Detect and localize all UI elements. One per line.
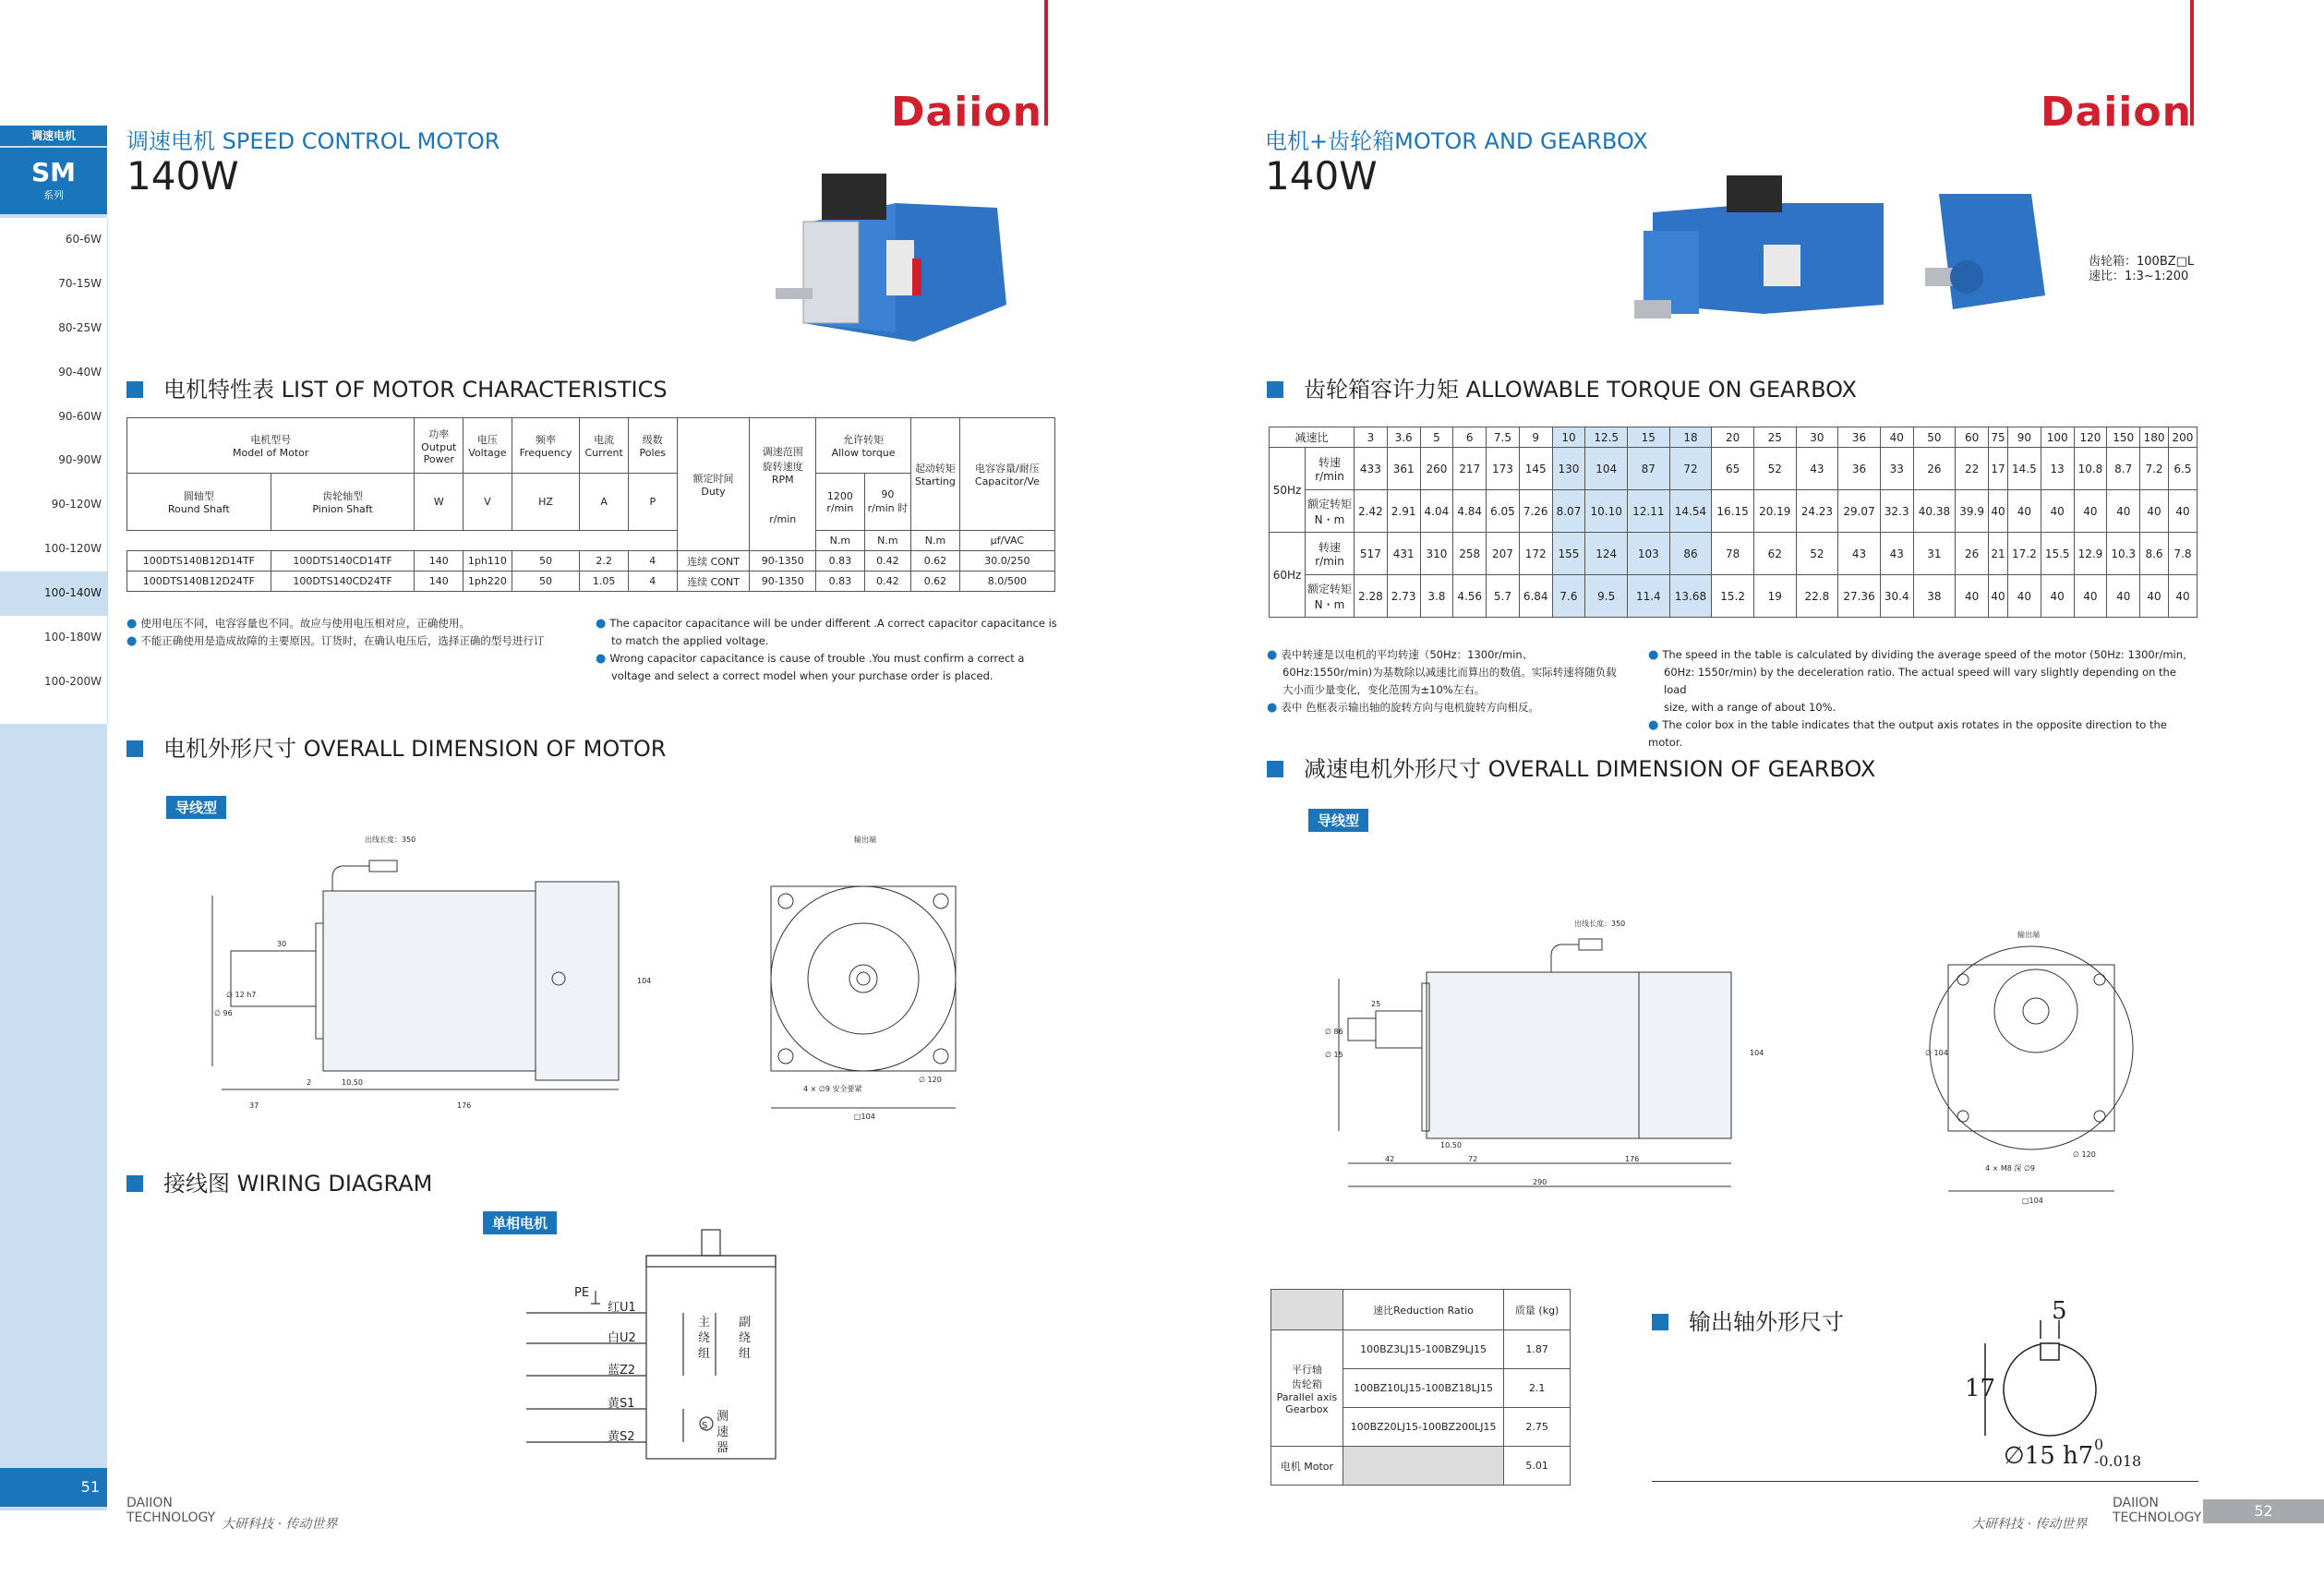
- header-capacitor: 电容容量/耐压 Capacitor/Ve: [959, 418, 1054, 531]
- dim-pcd: ∅ 120: [919, 1076, 942, 1084]
- right-notes-en: ● The speed in the table is calculated by dividing the average speed of the motor (50Hz: 1300r/min, 60Hz: 1550r/min) by the deceleration ratio. The actual speed will vary slightly depending on the load size, with a range of about 10%. ● The color box in the table indicates that the output axis rotates in the opposite direction to the motor.: [1648, 648, 2186, 749]
- left-notes-cn: ● 使用电压不同，电容容量也不同。故应与使用电压相对应，正确使用。 ● 不能正确使用是造成故障的主要原因。订货时，在确认电压后，选择正确的型号进行订: [126, 617, 545, 648]
- sidebar-item-100-120w[interactable]: 100-120W: [43, 542, 102, 556]
- motor-gearbox-photo: [1634, 166, 1893, 332]
- sidebar-item-80-25w[interactable]: 80-25W: [58, 320, 102, 334]
- torque-value-cell: 52: [1796, 533, 1838, 575]
- section-title: 减速电机外形尺寸 OVERALL DIMENSION OF GEARBOX: [1304, 756, 1876, 782]
- torque-value-cell: 40: [1989, 490, 2008, 533]
- torque-value-cell: 2.91: [1387, 490, 1420, 533]
- torque-hz-label: 50Hz: [1270, 448, 1306, 533]
- unit-nm-3: N.m: [911, 531, 960, 551]
- brand-logo-right: Daiion: [2041, 89, 2192, 136]
- torque-value-cell: 40: [1989, 575, 2008, 618]
- torque-value-cell: 155: [1552, 533, 1585, 575]
- tag-single-phase: 单相电机: [483, 1211, 557, 1234]
- footer-right-cn: 大研科技 · 传动世界: [1971, 1517, 2088, 1532]
- gdim-g: 10.50: [1440, 1141, 1462, 1149]
- sidebar-item-70-15w[interactable]: 70-15W: [58, 276, 102, 290]
- header-frequency: 频率 Frequency: [512, 418, 580, 474]
- torque-value-cell: 124: [1585, 533, 1628, 575]
- torque-value-cell: 52: [1753, 448, 1796, 490]
- torque-ratio-cell: 3.6: [1387, 427, 1420, 448]
- gdim-lead-length: 出线长度：350: [1574, 920, 1626, 928]
- torque-value-cell: 26: [1913, 448, 1956, 490]
- torque-value-cell: 38: [1913, 575, 1956, 618]
- header-1200: 1200 r/min: [816, 474, 865, 531]
- sidebar-item-90-90w[interactable]: 90-90W: [58, 453, 102, 467]
- torque-ratio-cell: 30: [1796, 427, 1838, 448]
- torque-value-cell: 6.84: [1519, 575, 1552, 618]
- mass-header-mass: 质量 (kg): [1504, 1290, 1571, 1330]
- header-current: 电流 Current: [580, 418, 629, 474]
- torque-ratio-cell: 200: [2168, 427, 2197, 448]
- torque-value-cell: 10.10: [1585, 490, 1628, 533]
- wiring-diagram: [517, 1219, 813, 1477]
- right-subtitle: 电机+齿轮箱MOTOR AND GEARBOX: [1265, 128, 1648, 154]
- mass-table: 速比Reduction Ratio 质量 (kg) 平行轴 齿轮箱 Parallel axis Gearbox 100BZ3LJ15-100BZ9LJ15 1.87 100BZ10LJ15-100BZ18LJ15 2.1 100BZ20LJ15-100BZ200LJ15 2.75 电机 Motor 5.01: [1270, 1289, 1571, 1486]
- right-notes-cn: ● 表中转速是以电机的平均转速（50Hz：1300r/min、 60Hz:1550r/min)为基数除以减速比而算出的数值。实际转速将随负载 大小而少量变化，变化范围为±10%左右。 ● 表中 色框表示输出轴的旋转方向与电机旋转方向相反。: [1267, 648, 1617, 715]
- header-pinion: 齿轮轴型 Pinion Shaft: [271, 474, 415, 531]
- right-title: 140W: [1265, 153, 1378, 198]
- wire-pe: PE: [574, 1286, 590, 1300]
- torque-hz-label: 60Hz: [1270, 533, 1306, 618]
- torque-value-cell: 103: [1628, 533, 1670, 575]
- gdim-d1: ∅ 86: [1325, 1028, 1343, 1036]
- torque-value-cell: 22: [1956, 448, 1989, 490]
- dim-shaft: 37: [249, 1101, 259, 1110]
- torque-ratio-cell: 40: [1880, 427, 1913, 448]
- dim-square: □104: [854, 1113, 875, 1121]
- torque-value-cell: 43: [1880, 533, 1913, 575]
- torque-value-cell: 40: [2074, 575, 2107, 618]
- dim-d2: ∅ 12 h7: [226, 991, 257, 999]
- unit-cap: μf/VAC: [959, 531, 1054, 551]
- tag-lead-type-right: 导线型: [1308, 809, 1368, 832]
- section-bullet: [126, 381, 143, 398]
- torque-value-cell: 3.8: [1420, 575, 1453, 618]
- gearbox-model-label: 齿轮箱：100BZ□L 速比：1:3~1:200: [2089, 255, 2195, 283]
- wire-u1: 红U1: [608, 1301, 636, 1315]
- shaft-key-width: 5: [2052, 1297, 2067, 1325]
- torque-ratio-cell: 20: [1712, 427, 1754, 448]
- torque-value-cell: 62: [1753, 533, 1796, 575]
- mass-header-ratio: 速比Reduction Ratio: [1343, 1290, 1503, 1330]
- torque-ratio-cell: 120: [2074, 427, 2107, 448]
- table-row: [1270, 490, 2198, 533]
- torque-value-cell: 13: [2041, 448, 2074, 490]
- torque-value-cell: 65: [1712, 448, 1754, 490]
- wire-s2: 黄S2: [608, 1430, 635, 1444]
- torque-value-cell: 207: [1487, 533, 1520, 575]
- table-row: [1270, 448, 2198, 490]
- torque-value-cell: 6.5: [2168, 448, 2197, 490]
- torque-value-cell: 104: [1585, 448, 1628, 490]
- sidebar-item-100-180w[interactable]: 100-180W: [43, 631, 102, 644]
- torque-ratio-cell: 5: [1420, 427, 1453, 448]
- torque-ratio-cell: 50: [1913, 427, 1956, 448]
- torque-value-cell: 361: [1387, 448, 1420, 490]
- torque-value-cell: 40: [2107, 575, 2140, 618]
- torque-value-cell: 4.84: [1453, 490, 1487, 533]
- wire-u2: 白U2: [608, 1331, 636, 1345]
- sidebar-item-90-60w[interactable]: 90-60W: [58, 409, 102, 423]
- torque-value-cell: 14.5: [2008, 448, 2041, 490]
- torque-value-cell: 86: [1669, 533, 1712, 575]
- gdim-b: 176: [1625, 1155, 1640, 1163]
- torque-ratio-cell: 9: [1519, 427, 1552, 448]
- torque-ratio-cell: 12.5: [1585, 427, 1628, 448]
- dim-body: 176: [457, 1101, 472, 1110]
- torque-value-cell: 4.56: [1453, 575, 1487, 618]
- torque-value-cell: 22.8: [1796, 575, 1838, 618]
- gdim-square: □104: [2022, 1197, 2043, 1205]
- header-duty: 额定时间 Duty: [677, 418, 750, 551]
- motor-photo: [776, 166, 1016, 351]
- torque-ratio-cell: 180: [2140, 427, 2169, 448]
- torque-value-cell: 40: [2140, 575, 2169, 618]
- gdim-hole: 4 × M8 深 ∅9: [1985, 1164, 2036, 1173]
- torque-value-cell: 39.9: [1956, 490, 1989, 533]
- torque-row-label: 转速 r/min: [1306, 533, 1355, 575]
- torque-value-cell: 13.68: [1669, 575, 1712, 618]
- dim-side: 104: [637, 977, 652, 985]
- torque-value-cell: 14.54: [1669, 490, 1712, 533]
- torque-value-cell: 40: [2041, 575, 2074, 618]
- section-bullet: [1267, 381, 1283, 398]
- torque-value-cell: 172: [1519, 533, 1552, 575]
- shaft-diameter: ∅15 h7: [2004, 1442, 2094, 1470]
- wire-s1: 黄S1: [608, 1397, 635, 1411]
- unit-nm-2: N.m: [864, 531, 911, 551]
- torque-ratio-cell: 15: [1628, 427, 1670, 448]
- section-divider: [1652, 1481, 2198, 1482]
- torque-value-cell: 217: [1453, 448, 1487, 490]
- torque-value-cell: 40: [2168, 575, 2197, 618]
- torque-ratio-cell: 90: [2008, 427, 2041, 448]
- series-code: SM: [30, 157, 77, 187]
- table-row: 100DTS140B12D24TF 100DTS140CD24TF 140 1ph220 50 1.05 4 连续 CONT 90-1350 0.83 0.42 0.62 8.0/500: [127, 571, 1055, 592]
- torque-value-cell: 145: [1519, 448, 1552, 490]
- page-number-right: 52: [2203, 1499, 2324, 1523]
- torque-value-cell: 40: [2107, 490, 2140, 533]
- gdim-a: 25: [1371, 1000, 1381, 1008]
- shaft-tolerance: 0 -0.018: [2094, 1436, 2142, 1470]
- torque-value-cell: 40: [2008, 490, 2041, 533]
- torque-value-cell: 7.6: [1552, 575, 1585, 618]
- torque-value-cell: 15.5: [2041, 533, 2074, 575]
- section-torque: [1267, 371, 1857, 403]
- torque-value-cell: 19: [1753, 575, 1796, 618]
- gdim-d: 72: [1468, 1155, 1478, 1163]
- left-notes-en: ● The capacitor capacitance will be under different .A correct capacitor capacitance is to match the applied voltage. ● Wrong capacitor capacitance is cause of trouble .You must confirm a correct a voltage and select a correct model when your purchase order is placed.: [596, 617, 1057, 682]
- torque-value-cell: 27.36: [1838, 575, 1881, 618]
- torque-value-cell: 310: [1420, 533, 1453, 575]
- unit-nm-1: N.m: [816, 531, 865, 551]
- torque-row-label: 转速 r/min: [1306, 448, 1355, 490]
- torque-ratio-cell: 150: [2107, 427, 2140, 448]
- unit-v: V: [464, 474, 512, 531]
- gdim-d2: ∅ 15: [1325, 1051, 1343, 1059]
- torque-value-cell: 43: [1796, 448, 1838, 490]
- torque-row-label: 额定转矩 N・m: [1306, 575, 1355, 618]
- torque-value-cell: 260: [1420, 448, 1453, 490]
- torque-value-cell: 10.8: [2074, 448, 2107, 490]
- torque-ratio-cell: 75: [1989, 427, 2008, 448]
- torque-value-cell: 16.15: [1712, 490, 1754, 533]
- motor-dimension-drawing: [203, 831, 997, 1136]
- table-row: 100DTS140B12D14TF 100DTS140CD14TF 140 1ph110 50 2.2 4 连续 CONT 90-1350 0.83 0.42 0.62 30.0/250: [127, 551, 1055, 571]
- label-aux-winding: 副 绕 组: [739, 1316, 752, 1361]
- torque-value-cell: 78: [1712, 533, 1754, 575]
- torque-value-cell: 40: [2140, 490, 2169, 533]
- torque-value-cell: 11.4: [1628, 575, 1670, 618]
- left-red-bar: [1044, 0, 1048, 126]
- shaft-height: 17: [1965, 1375, 1996, 1402]
- torque-ratio-cell: 6: [1453, 427, 1487, 448]
- tach-symbol: S: [702, 1421, 708, 1431]
- section-wiring: [126, 1165, 432, 1197]
- section-bullet: [1652, 1314, 1668, 1330]
- torque-value-cell: 173: [1487, 448, 1520, 490]
- header-allow-torque: 允许转矩 Allow torque: [816, 418, 911, 474]
- dim-hole: 4 × ∅9 安全要紧: [803, 1085, 862, 1093]
- gdim-c: 42: [1385, 1155, 1395, 1163]
- footer-right-en: DAIION TECHNOLOGY: [2113, 1496, 2202, 1525]
- unit-hz: HZ: [512, 474, 580, 531]
- gdim-output-end: 输出端: [2017, 931, 2040, 939]
- dim-output-end: 输出端: [854, 836, 876, 844]
- torque-value-cell: 431: [1387, 533, 1420, 575]
- torque-value-cell: 40: [1956, 575, 1989, 618]
- dim-d: 30: [277, 940, 287, 948]
- header-round: 圆轴型 Round Shaft: [127, 474, 271, 531]
- label-main-winding: 主 绕 组: [698, 1316, 711, 1361]
- torque-value-cell: 20.19: [1753, 490, 1796, 533]
- torque-value-cell: 2.28: [1355, 575, 1388, 618]
- section-gearbox-dimension: [1267, 751, 1875, 783]
- tag-lead-type: 导线型: [166, 796, 226, 819]
- torque-value-cell: 40: [2041, 490, 2074, 533]
- torque-row-label: 额定转矩 N・m: [1306, 490, 1355, 533]
- torque-value-cell: 40.38: [1913, 490, 1956, 533]
- header-voltage: 电压 Voltage: [464, 418, 512, 474]
- header-starting: 起动转矩 Starting: [911, 418, 960, 531]
- torque-value-cell: 258: [1453, 533, 1487, 575]
- torque-value-cell: 9.5: [1585, 575, 1628, 618]
- torque-value-cell: 2.73: [1387, 575, 1420, 618]
- table-row: [1270, 575, 2198, 618]
- gearbox-photo: [1921, 185, 2050, 323]
- header-model: 电机型号 Model of Motor: [127, 418, 415, 474]
- torque-header-ratio: 减速比: [1270, 427, 1355, 448]
- dim-lead-length: 出线长度：350: [365, 836, 416, 844]
- motor-characteristics-table: [126, 417, 1055, 592]
- sidebar-item-60-6w[interactable]: 60-6W: [65, 233, 102, 246]
- section-title: 输出轴外形尺寸: [1689, 1309, 1844, 1335]
- torque-value-cell: 26: [1956, 533, 1989, 575]
- torque-ratio-cell: 18: [1669, 427, 1712, 448]
- torque-value-cell: 36: [1838, 448, 1881, 490]
- torque-value-cell: 2.42: [1355, 490, 1388, 533]
- dim-d1: ∅ 96: [214, 1009, 233, 1017]
- table-row: [1270, 533, 2198, 575]
- header-poles: 级数 Poles: [628, 418, 677, 474]
- sidebar-category: 调速电机: [0, 126, 107, 146]
- header-speed-range: 调速范围 旋转速度 RPM r/min: [750, 418, 816, 551]
- sidebar-series: [0, 148, 107, 214]
- torque-value-cell: 33: [1880, 448, 1913, 490]
- torque-value-cell: 433: [1355, 448, 1388, 490]
- torque-value-cell: 87: [1628, 448, 1670, 490]
- torque-ratio-cell: 36: [1838, 427, 1881, 448]
- section-title: 齿轮箱容许力矩 ALLOWABLE TORQUE ON GEARBOX: [1304, 377, 1857, 403]
- torque-value-cell: 12.9: [2074, 533, 2107, 575]
- torque-value-cell: 8.7: [2107, 448, 2140, 490]
- torque-value-cell: 43: [1838, 533, 1881, 575]
- page-number-left: 51: [0, 1468, 107, 1507]
- unit-a: A: [580, 474, 629, 531]
- torque-value-cell: 12.11: [1628, 490, 1670, 533]
- torque-value-cell: 517: [1355, 533, 1388, 575]
- mass-motor-value: 5.01: [1504, 1447, 1571, 1486]
- wire-z2: 蓝Z2: [608, 1364, 636, 1377]
- header-90: 90 r/min 时: [864, 474, 911, 531]
- gdim-total: 290: [1533, 1178, 1547, 1186]
- sidebar-nav: [0, 218, 108, 724]
- sidebar-item-100-140w[interactable]: 100-140W: [0, 571, 107, 616]
- footer-left-en: DAIION TECHNOLOGY: [126, 1496, 216, 1525]
- torque-value-cell: 40: [2074, 490, 2107, 533]
- gearbox-dimension-drawing: [1320, 909, 2207, 1205]
- left-subtitle: 调速电机 SPEED CONTROL MOTOR: [126, 128, 500, 154]
- label-tachometer: 测 速 器: [716, 1410, 729, 1455]
- torque-value-cell: 15.2: [1712, 575, 1754, 618]
- torque-value-cell: 4.04: [1420, 490, 1453, 533]
- series-label: 系列: [43, 189, 64, 201]
- section-bullet: [1267, 761, 1283, 777]
- torque-value-cell: 10.3: [2107, 533, 2140, 575]
- torque-ratio-cell: 25: [1753, 427, 1796, 448]
- section-title: 电机特性表 LIST OF MOTOR CHARACTERISTICS: [163, 377, 668, 403]
- torque-ratio-cell: 3: [1355, 427, 1388, 448]
- torque-ratio-cell: 7.5: [1487, 427, 1520, 448]
- torque-value-cell: 32.3: [1880, 490, 1913, 533]
- torque-value-cell: 8.6: [2140, 533, 2169, 575]
- sidebar-item-90-40w[interactable]: 90-40W: [58, 365, 102, 379]
- section-title: 电机外形尺寸 OVERALL DIMENSION OF MOTOR: [163, 736, 667, 762]
- section-bullet: [126, 1175, 143, 1192]
- dim-g: 10.50: [342, 1078, 363, 1087]
- section-bullet: [126, 740, 143, 757]
- torque-ratio-cell: 10: [1552, 427, 1585, 448]
- mass-type-label: 平行轴 齿轮箱 Parallel axis Gearbox: [1271, 1330, 1343, 1447]
- torque-value-cell: 30.4: [1880, 575, 1913, 618]
- section-output-shaft: [1652, 1304, 1844, 1336]
- torque-value-cell: 21: [1989, 533, 2008, 575]
- torque-value-cell: 17: [1989, 448, 2008, 490]
- brand-logo-left: Daiion: [891, 89, 1042, 136]
- torque-value-cell: 5.7: [1487, 575, 1520, 618]
- torque-value-cell: 8.07: [1552, 490, 1585, 533]
- footer-left-cn: 大研科技 · 传动世界: [222, 1517, 338, 1532]
- section-motor-dimension: [126, 730, 667, 763]
- torque-value-cell: 17.2: [2008, 533, 2041, 575]
- unit-p: P: [628, 474, 677, 531]
- torque-value-cell: 130: [1552, 448, 1585, 490]
- torque-value-cell: 7.26: [1519, 490, 1552, 533]
- torque-value-cell: 40: [2008, 575, 2041, 618]
- torque-value-cell: 7.2: [2140, 448, 2169, 490]
- torque-ratio-cell: 100: [2041, 427, 2074, 448]
- dim-z: 2: [307, 1078, 312, 1087]
- gdim-side: 104: [1750, 1049, 1764, 1057]
- torque-value-cell: 40: [2168, 490, 2197, 533]
- section-title: 接线图 WIRING DIAGRAM: [163, 1171, 433, 1197]
- gdim-e: ∅ 104: [1925, 1049, 1948, 1057]
- sidebar-item-90-120w[interactable]: 90-120W: [51, 498, 102, 511]
- torque-table: [1269, 427, 2198, 618]
- torque-value-cell: 29.07: [1838, 490, 1881, 533]
- torque-value-cell: 72: [1669, 448, 1712, 490]
- sidebar-item-100-200w[interactable]: 100-200W: [43, 674, 102, 688]
- section-characteristics: [126, 371, 668, 403]
- torque-value-cell: 31: [1913, 533, 1956, 575]
- torque-value-cell: 7.8: [2168, 533, 2197, 575]
- torque-ratio-cell: 60: [1956, 427, 1989, 448]
- header-power: 功率 Output Power: [415, 418, 464, 474]
- torque-value-cell: 6.05: [1487, 490, 1520, 533]
- mass-motor-label: 电机 Motor: [1271, 1447, 1343, 1486]
- gdim-pcd: ∅ 120: [2073, 1150, 2096, 1159]
- left-title: 140W: [126, 153, 239, 198]
- unit-w: W: [415, 474, 464, 531]
- torque-value-cell: 24.23: [1796, 490, 1838, 533]
